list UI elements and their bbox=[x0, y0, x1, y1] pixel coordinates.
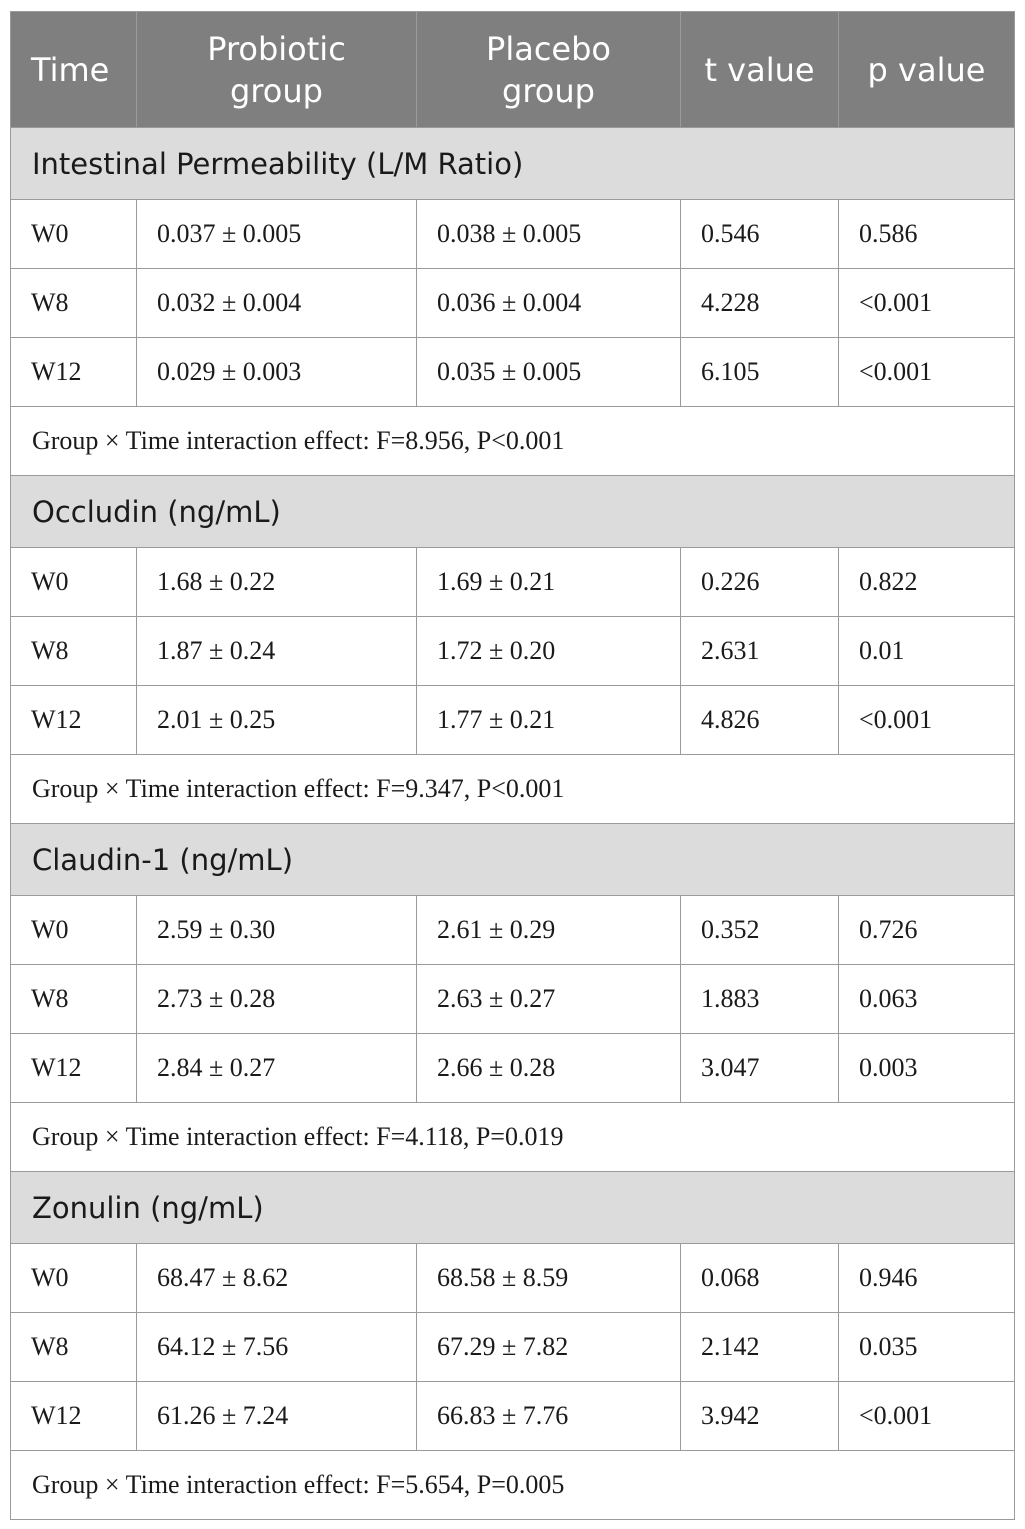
header-probiotic-group bbox=[137, 12, 417, 128]
cell-time: W12 bbox=[11, 1382, 137, 1451]
header-time: Time bbox=[11, 12, 137, 128]
cell-placebo: 68.58 ± 8.59 bbox=[417, 1244, 681, 1313]
cell-p-value: 0.01 bbox=[839, 617, 1015, 686]
cell-p-value: 0.003 bbox=[839, 1034, 1015, 1103]
cell-time: W0 bbox=[11, 1244, 137, 1313]
cell-p-value: <0.001 bbox=[839, 338, 1015, 407]
section-title: Intestinal Permeability (L/M Ratio) bbox=[11, 128, 1015, 200]
table-header bbox=[11, 12, 1015, 128]
cell-time: W8 bbox=[11, 617, 137, 686]
cell-t-value: 0.546 bbox=[681, 200, 839, 269]
table-row bbox=[11, 200, 1015, 269]
interaction-effect: Group × Time interaction effect: F=4.118, P=0.019 bbox=[11, 1103, 1015, 1172]
cell-p-value: 0.586 bbox=[839, 200, 1015, 269]
cell-time: W8 bbox=[11, 269, 137, 338]
cell-p-value: <0.001 bbox=[839, 269, 1015, 338]
cell-p-value: 0.822 bbox=[839, 548, 1015, 617]
cell-placebo: 1.77 ± 0.21 bbox=[417, 686, 681, 755]
results-table bbox=[10, 11, 1015, 1520]
cell-time: W0 bbox=[11, 200, 137, 269]
cell-probiotic: 68.47 ± 8.62 bbox=[137, 1244, 417, 1313]
cell-time: W8 bbox=[11, 965, 137, 1034]
cell-t-value: 0.352 bbox=[681, 896, 839, 965]
cell-p-value: <0.001 bbox=[839, 686, 1015, 755]
header-t-value: t value bbox=[681, 12, 839, 128]
section-header-row bbox=[11, 128, 1015, 200]
table-row bbox=[11, 1244, 1015, 1313]
cell-p-value: <0.001 bbox=[839, 1382, 1015, 1451]
interaction-effect: Group × Time interaction effect: F=5.654, P=0.005 bbox=[11, 1451, 1015, 1520]
cell-placebo: 0.038 ± 0.005 bbox=[417, 200, 681, 269]
cell-t-value: 0.226 bbox=[681, 548, 839, 617]
cell-time: W0 bbox=[11, 548, 137, 617]
table-body bbox=[11, 128, 1015, 1520]
header-probiotic-line2: group bbox=[230, 71, 323, 110]
table-row bbox=[11, 548, 1015, 617]
cell-probiotic: 0.029 ± 0.003 bbox=[137, 338, 417, 407]
table-row bbox=[11, 1313, 1015, 1382]
cell-time: W12 bbox=[11, 686, 137, 755]
table-row bbox=[11, 338, 1015, 407]
section-title: Claudin-1 (ng/mL) bbox=[11, 824, 1015, 896]
cell-t-value: 3.942 bbox=[681, 1382, 839, 1451]
cell-placebo: 2.63 ± 0.27 bbox=[417, 965, 681, 1034]
interaction-row bbox=[11, 1451, 1015, 1520]
cell-probiotic: 61.26 ± 7.24 bbox=[137, 1382, 417, 1451]
cell-time: W12 bbox=[11, 1034, 137, 1103]
cell-time: W0 bbox=[11, 896, 137, 965]
header-p-value: p value bbox=[839, 12, 1015, 128]
cell-placebo: 1.69 ± 0.21 bbox=[417, 548, 681, 617]
table-row bbox=[11, 1382, 1015, 1451]
header-probiotic-line1: Probiotic bbox=[207, 29, 346, 68]
cell-probiotic: 2.59 ± 0.30 bbox=[137, 896, 417, 965]
cell-t-value: 3.047 bbox=[681, 1034, 839, 1103]
table-row bbox=[11, 896, 1015, 965]
cell-t-value: 1.883 bbox=[681, 965, 839, 1034]
table-row bbox=[11, 269, 1015, 338]
table-row bbox=[11, 617, 1015, 686]
interaction-row bbox=[11, 1103, 1015, 1172]
cell-probiotic: 1.87 ± 0.24 bbox=[137, 617, 417, 686]
cell-probiotic: 1.68 ± 0.22 bbox=[137, 548, 417, 617]
cell-t-value: 2.631 bbox=[681, 617, 839, 686]
cell-probiotic: 2.84 ± 0.27 bbox=[137, 1034, 417, 1103]
cell-p-value: 0.035 bbox=[839, 1313, 1015, 1382]
table-row bbox=[11, 965, 1015, 1034]
interaction-row bbox=[11, 407, 1015, 476]
cell-time: W12 bbox=[11, 338, 137, 407]
cell-placebo: 0.036 ± 0.004 bbox=[417, 269, 681, 338]
cell-probiotic: 0.032 ± 0.004 bbox=[137, 269, 417, 338]
cell-t-value: 6.105 bbox=[681, 338, 839, 407]
section-title: Occludin (ng/mL) bbox=[11, 476, 1015, 548]
cell-p-value: 0.946 bbox=[839, 1244, 1015, 1313]
cell-placebo: 0.035 ± 0.005 bbox=[417, 338, 681, 407]
header-placebo-line1: Placebo bbox=[486, 29, 611, 68]
section-title: Zonulin (ng/mL) bbox=[11, 1172, 1015, 1244]
cell-time: W8 bbox=[11, 1313, 137, 1382]
section-header-row bbox=[11, 476, 1015, 548]
cell-probiotic: 64.12 ± 7.56 bbox=[137, 1313, 417, 1382]
interaction-effect: Group × Time interaction effect: F=9.347, P<0.001 bbox=[11, 755, 1015, 824]
header-placebo-line2: group bbox=[502, 71, 595, 110]
cell-placebo: 2.61 ± 0.29 bbox=[417, 896, 681, 965]
cell-placebo: 2.66 ± 0.28 bbox=[417, 1034, 681, 1103]
cell-probiotic: 2.73 ± 0.28 bbox=[137, 965, 417, 1034]
table-row bbox=[11, 686, 1015, 755]
cell-t-value: 4.826 bbox=[681, 686, 839, 755]
cell-placebo: 67.29 ± 7.82 bbox=[417, 1313, 681, 1382]
cell-t-value: 4.228 bbox=[681, 269, 839, 338]
section-header-row bbox=[11, 824, 1015, 896]
cell-probiotic: 0.037 ± 0.005 bbox=[137, 200, 417, 269]
results-table-container bbox=[10, 11, 1014, 1520]
cell-t-value: 0.068 bbox=[681, 1244, 839, 1313]
table-row bbox=[11, 1034, 1015, 1103]
section-header-row bbox=[11, 1172, 1015, 1244]
cell-t-value: 2.142 bbox=[681, 1313, 839, 1382]
cell-placebo: 66.83 ± 7.76 bbox=[417, 1382, 681, 1451]
header-placebo-group bbox=[417, 12, 681, 128]
cell-probiotic: 2.01 ± 0.25 bbox=[137, 686, 417, 755]
cell-placebo: 1.72 ± 0.20 bbox=[417, 617, 681, 686]
cell-p-value: 0.726 bbox=[839, 896, 1015, 965]
interaction-row bbox=[11, 755, 1015, 824]
cell-p-value: 0.063 bbox=[839, 965, 1015, 1034]
interaction-effect: Group × Time interaction effect: F=8.956, P<0.001 bbox=[11, 407, 1015, 476]
